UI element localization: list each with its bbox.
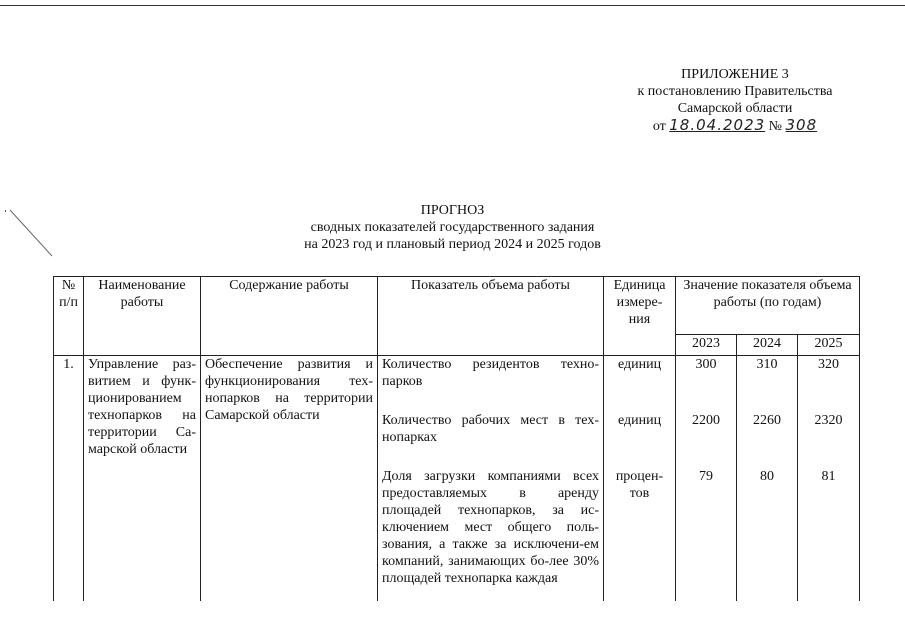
unit-1: единиц [604,356,676,395]
header-content: Содержание работы [201,277,378,356]
value-1-2024: 310 [737,356,798,395]
handwritten-date: 18.04.2023 [669,116,766,134]
value-2-2023: 2200 [676,412,737,450]
number-label: № [768,119,783,134]
header-value: Значение показателя объема работы (по годам) [676,277,860,335]
table-row [54,356,860,395]
header-unit: Единица измере-ния [604,277,676,356]
header-indicator: Показатель объема работы [378,277,604,356]
value-3-2025: 81 [798,468,860,601]
indicator-1: Количество резидентов техно-парков [378,356,604,395]
value-1-2025: 320 [798,356,860,395]
spacer [737,450,798,468]
appendix-line2: Самарской области [677,101,793,116]
handwritten-number: 308 [785,116,818,134]
forecast-table [53,276,860,601]
spacer [378,450,604,468]
value-2-2024: 2260 [737,412,798,450]
year-2024: 2024 [737,334,798,355]
indicator-3: Доля загрузки компаниями всех предоставляемых в аренду площадей технопарков, за ис-ключением мест общего поль-зования, а также за исключени-ем компаний, занимающих бо-лее 30% площадей технопарка каждая [378,468,604,601]
row-content: Обеспечение развития и функционирования тех-нопарков на территории Самарской области [201,356,378,602]
spacer [798,450,860,468]
row-work-name: Управление раз-витием и функ-ционированием технопарков на территории Са-марской области [84,356,201,602]
header-work-name: Наименование работы [84,277,201,356]
from-label: от [652,119,666,134]
header-row [54,277,860,335]
value-3-2023: 79 [676,468,737,601]
spacer [604,450,676,468]
heading-line2: на 2023 год и плановый период 2024 и 2025 годов [304,237,601,252]
header-num: № п/п [54,277,84,356]
appendix-line1: к постановлению Правительства [637,84,833,99]
appendix-date-line [600,117,870,135]
unit-2: единиц [604,412,676,450]
year-2023: 2023 [676,334,737,355]
top-rule [0,5,905,6]
indicator-2: Количество рабочих мест в тех-нопарках [378,412,604,450]
value-2-2025: 2320 [798,412,860,450]
spacer [378,394,604,412]
value-1-2023: 300 [676,356,737,395]
appendix-title: ПРИЛОЖЕНИЕ 3 [681,67,789,82]
spacer [676,394,737,412]
heading-title: ПРОГНОЗ [420,203,485,218]
spacer [737,394,798,412]
spacer [798,394,860,412]
appendix-block [600,66,870,135]
spacer [676,450,737,468]
unit-3: процен-тов [604,468,676,601]
row-num: 1. [54,356,84,602]
year-2025: 2025 [798,334,860,355]
value-3-2024: 80 [737,468,798,601]
heading-line1: сводных показателей государственного задания [310,220,595,235]
spacer [604,394,676,412]
